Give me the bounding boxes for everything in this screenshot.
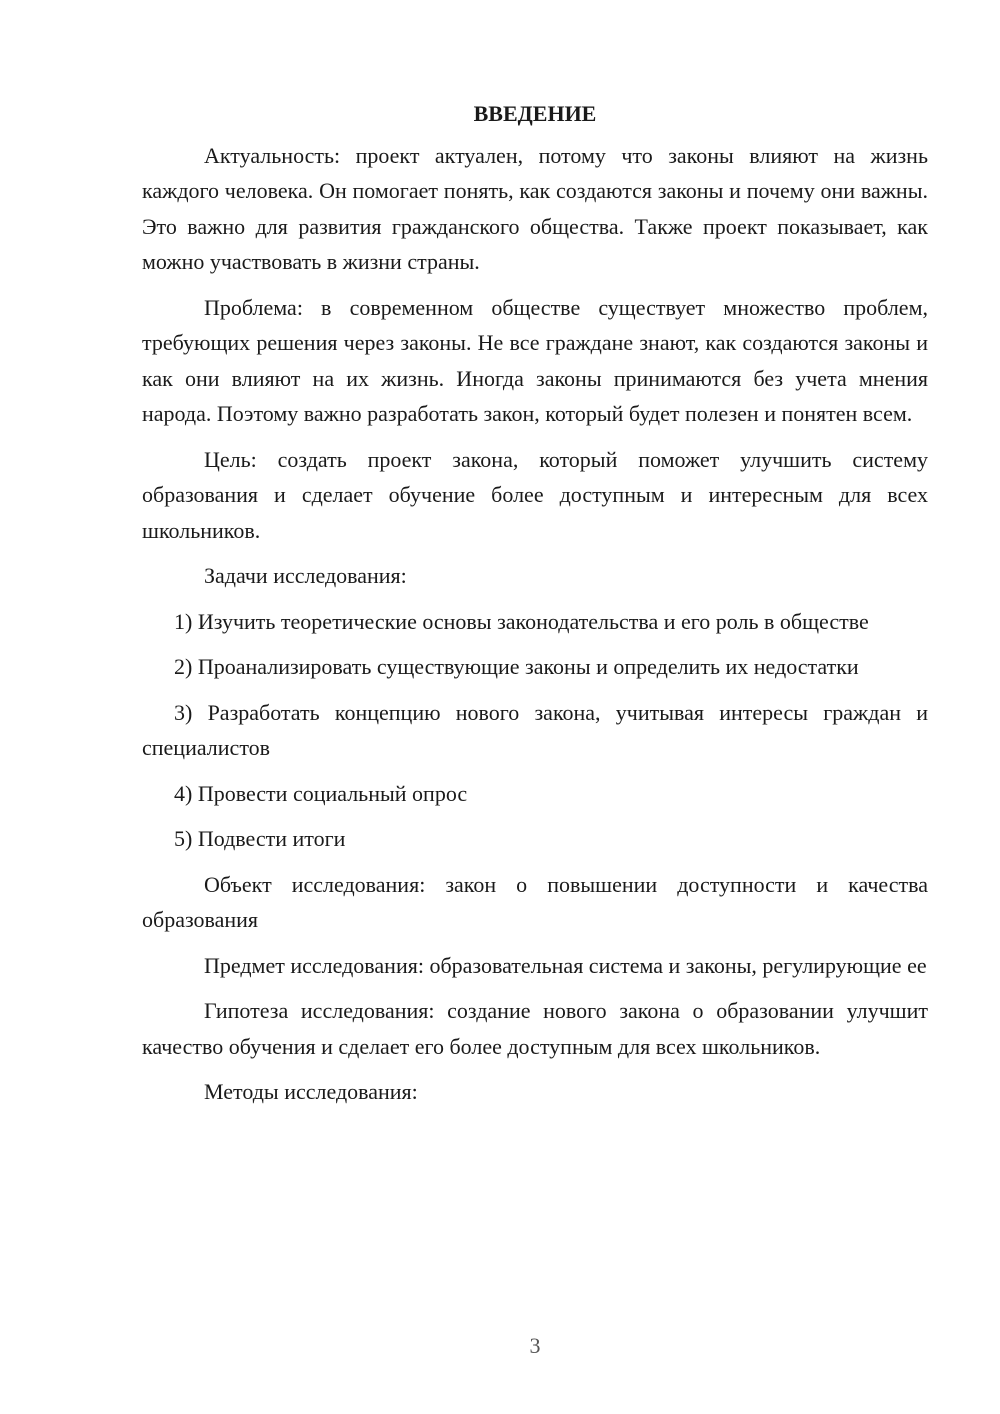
- section-title: ВВЕДЕНИЕ: [473, 101, 597, 126]
- paragraph-hypothesis: Гипотеза исследования: создание нового закона о образовании улучшит качество обучения и сделает его более доступным для всех школьников.: [142, 998, 928, 1059]
- task-item-3: 3) Разработать концепцию нового закона, учитывая интересы граждан и специалистов: [142, 699, 928, 760]
- paragraph-problem: Проблема: в современном обществе существует множество проблем, требующих решения через законы. Не все граждане знают, как создаются законы и как они влияют на их жизнь. Иногда законы принимаются без учета мнения народа. Поэтому важно разработать закон, который будет полезен и понятен всем.: [142, 294, 928, 426]
- tasks-heading: Задачи исследования:: [204, 563, 407, 588]
- methods-heading: Методы исследования:: [204, 1079, 418, 1104]
- page-number: 3: [529, 1333, 541, 1358]
- paragraph-object: Объект исследования: закон о повышении доступности и качества образования: [142, 871, 928, 932]
- task-item-1: 1) Изучить теоретические основы законодательства и его роль в обществе: [174, 608, 869, 634]
- task-item-5: 5) Подвести итоги: [174, 826, 346, 851]
- document-page: [142, 96, 928, 1120]
- task-item-4: 4) Провести социальный опрос: [174, 780, 468, 806]
- paragraph-goal: Цель: создать проект закона, который поможет улучшить систему образования и сделает обучение более доступным и интересным для всех школьников.: [142, 446, 928, 543]
- paragraph-actuality: Актуальность: проект актуален, потому что законы влияют на жизнь каждого человека. Он помогает понять, как создаются законы и почему они важны. Это важно для развития гражданского общества. Также проект показывает, как можно участвовать в жизни страны.: [142, 142, 928, 274]
- task-item-2: 2) Проанализировать существующие законы и определить их недостатки: [174, 654, 859, 679]
- paragraph-subject: Предмет исследования: образовательная система и законы, регулирующие ее: [204, 952, 927, 978]
